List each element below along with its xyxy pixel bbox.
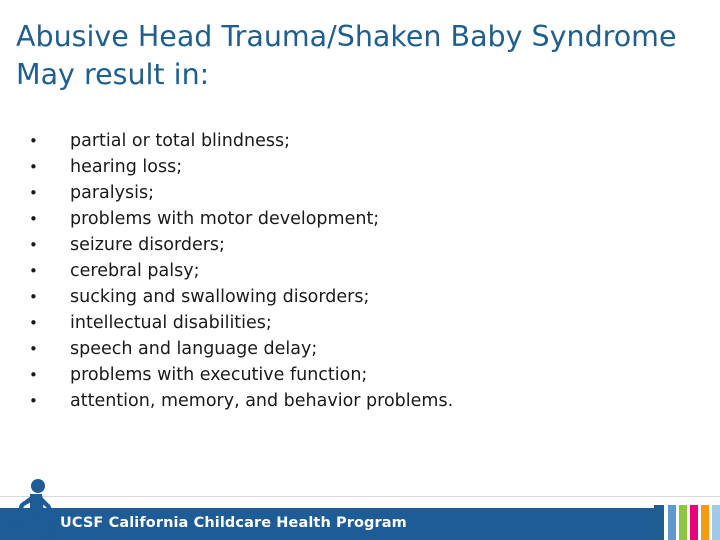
color-stripes-decor	[654, 505, 720, 540]
bullet-text: speech and language delay;	[70, 339, 318, 359]
bullet-dot: •	[29, 366, 38, 384]
slide-title	[16, 18, 706, 94]
running-child-icon	[6, 477, 58, 540]
bullet-text: seizure disorders;	[70, 235, 225, 255]
bullet-text: attention, memory, and behavior problems.	[70, 391, 454, 411]
bullet-dot: •	[29, 288, 38, 306]
bullet-dot: •	[29, 262, 38, 280]
bullet-list	[24, 128, 664, 414]
bullet-item	[24, 362, 664, 388]
bullet-item	[24, 232, 664, 258]
bullet-text: intellectual disabilities;	[70, 313, 272, 333]
bullet-dot: •	[29, 132, 38, 150]
bullet-item	[24, 258, 664, 284]
bullet-dot: •	[29, 210, 38, 228]
stripe-blue	[668, 505, 676, 540]
bullet-text: cerebral palsy;	[70, 261, 200, 281]
footer-org-name: UCSF California Childcare Health Program	[60, 515, 407, 531]
bullet-text: problems with executive function;	[70, 365, 368, 385]
bullet-dot: •	[29, 158, 38, 176]
footer-bar	[0, 508, 720, 540]
bullet-item	[24, 154, 664, 180]
bullet-dot: •	[29, 392, 38, 410]
title-line-2: May result in:	[16, 58, 210, 91]
bullet-item	[24, 388, 664, 414]
bullet-dot: •	[29, 184, 38, 202]
stripe-lightblue	[712, 505, 720, 540]
bullet-item	[24, 310, 664, 336]
bullet-item	[24, 284, 664, 310]
bullet-item	[24, 128, 664, 154]
stripe-orange	[701, 505, 709, 540]
bullet-item	[24, 206, 664, 232]
bullet-item	[24, 336, 664, 362]
stripe-green	[679, 505, 687, 540]
bullet-dot: •	[29, 314, 38, 332]
footer-divider	[0, 496, 720, 497]
bullet-text: sucking and swallowing disorders;	[70, 287, 370, 307]
bullet-text: paralysis;	[70, 183, 154, 203]
bullet-item	[24, 180, 664, 206]
bullet-text: hearing loss;	[70, 157, 183, 177]
stripe-magenta	[690, 505, 698, 540]
bullet-dot: •	[29, 236, 38, 254]
bullet-text: partial or total blindness;	[70, 131, 290, 151]
stripe-navy	[654, 505, 664, 540]
bullet-dot: •	[29, 340, 38, 358]
title-line-1: Abusive Head Trauma/Shaken Baby Syndrome	[16, 20, 677, 53]
bullet-text: problems with motor development;	[70, 209, 380, 229]
